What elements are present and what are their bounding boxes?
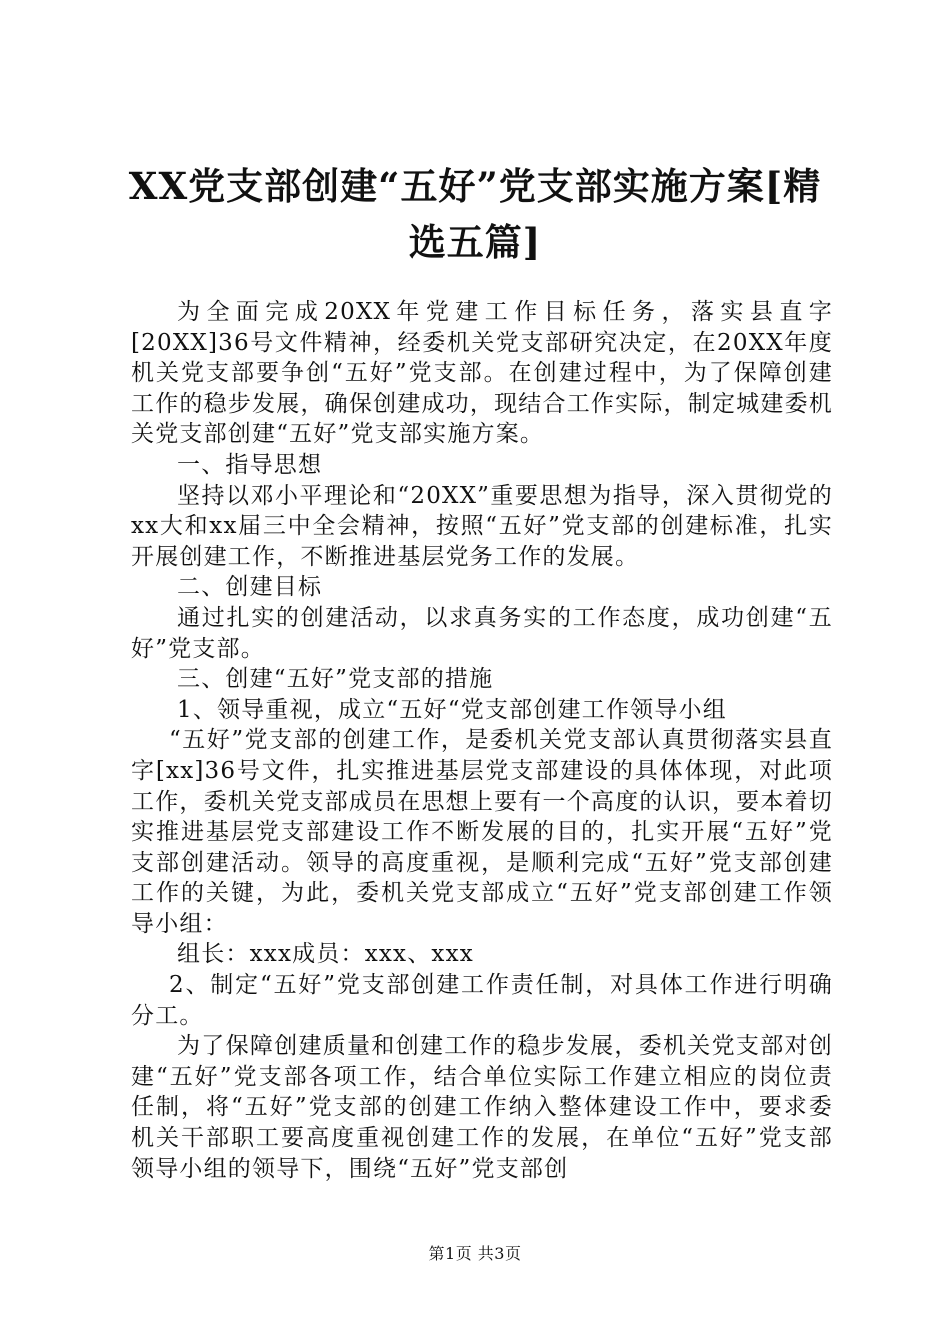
- subheading-leadership: 1、领导重视，成立“五好“党支部创建工作领导小组: [177, 696, 727, 723]
- paragraph-goal: 通过扎实的创建活动，以求真务实的工作态度，成功创建“五好”党支部。: [131, 604, 833, 662]
- subheading-responsibility: 2、制定“五好”党支部创建工作责任制，对具体工作进行明确分工。: [131, 972, 833, 1029]
- heading-goal: 二、创建目标: [177, 574, 323, 601]
- paragraph-guiding-thought: 坚持以邓小平理论和“20XX”重要思想为指导，深入贯彻党的xx大和xx届三中全会精神，按照“五好”党支部的创建标准，扎实开展创建工作，不断推进基层党务工作的发展。: [131, 482, 833, 570]
- paragraph-intro: 为全面完成20XX年党建工作目标任务，落实县直字[20XX]36号文件精神，经委机关党支部研究决定，在20XX年度机关党支部要争创“五好”党支部。在创建过程中，为了保障创建工作的稳步发展，确保创建成功，现结合工作实际，制定城建委机关党支部创建“五好”党支部实施方案。: [131, 299, 833, 448]
- document-body: [131, 297, 833, 1184]
- paragraph-responsibility: 为了保障创建质量和创建工作的稳步发展，委机关党支部对创建“五好”党支部各项工作，结合单位实际工作建立相应的岗位责任制，将“五好”党支部的创建工作纳入整体建设工作中，要求委机关干部职工要高度重视创建工作的发展，在单位“五好”党支部领导小组的领导下，围绕“五好”党支部创: [131, 1033, 833, 1182]
- heading-guiding-thought: 一、指导思想: [177, 451, 323, 478]
- document-title: XX党支部创建“五好”党支部实施方案[精选五篇]: [128, 164, 822, 264]
- paragraph-leadership: “五好”党支部的创建工作，是委机关党支部认真贯彻落实县直字[xx]36号文件，扎实推进基层党支部建设的具体体现，对此项工作，委机关党支部成员在思想上要有一个高度的认识，要本着切实推进基层党支部建设工作不断发展的目的，扎实开展“五好”党支部创建活动。领导的高度重视，是顺利完成“五好”党支部创建工作的关键，为此，委机关党支部成立“五好”党支部创建工作领导小组：: [131, 727, 833, 937]
- heading-measures: 三、创建“五好”党支部的措施: [177, 666, 494, 693]
- paragraph-group-members: 组长：xxx成员：xxx、xxx: [177, 941, 474, 968]
- page-number: 第1页 共3页: [428, 1244, 522, 1263]
